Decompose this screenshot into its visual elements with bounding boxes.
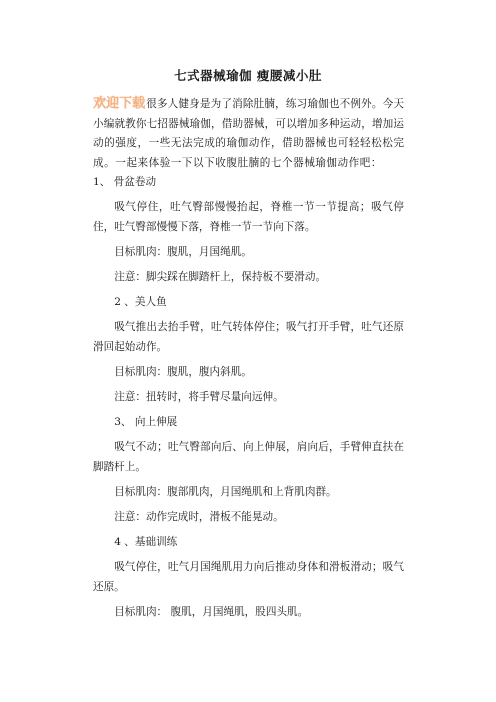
paragraph: 目标肌肉：腹部肌肉，月国绳肌和上背肌肉群。 <box>114 486 337 499</box>
paragraph: 注意：扭转时，将手臂尽量向远伸。 <box>114 391 284 404</box>
paragraph: 目标肌肉：腹肌，月国绳肌。 <box>114 246 252 259</box>
intro-paragraph <box>93 94 404 193</box>
paragraph: 目标肌肉：腹肌，腹内斜肌。 <box>114 366 252 379</box>
paragraph: 吸气停住，吐气臀部慢慢抬起，脊椎一节一节提高；吸气停住，吐气臀部慢慢下落，脊椎一节一节向下落。 <box>93 201 404 234</box>
paragraph: 注意：脚尖踩在脚踏杆上，保持板不要滑动。 <box>114 271 327 284</box>
article-body <box>93 94 404 628</box>
welcome-watermark: 欢迎下载 <box>93 96 146 111</box>
intro-text: 很多人健身是为了消除肚腩，练习瑜伽也不例外。今天小编就教你七招器械瑜伽，借助器械，可以增加多种运动，增加运动的强度，一些无法完成的瑜伽动作，借助器械也可轻轻松松完成。一起来体验一下以下收腹肚腩的七个器械瑜伽动作吧： <box>93 98 404 169</box>
section-heading-1: 1、 骨盆卷动 <box>93 176 157 189</box>
paragraph: 注意：动作完成时，滑板不能晃动。 <box>114 511 284 524</box>
paragraph: 目标肌肉： 腹肌，月国绳肌，股四头肌。 <box>114 606 309 619</box>
page-title: 七式器械瑜伽 瘦腰减小肚 <box>174 68 322 83</box>
paragraph: 吸气不动；吐气臀部向后、向上伸展，肩向后，手臂伸直扶在脚踏杆上。 <box>93 441 404 473</box>
paragraph: 吸气推出去抬手臂，吐气转体停住；吸气打开手臂，吐气还原滑回起始动作。 <box>93 321 404 354</box>
section-heading-4: 4 、基础训练 <box>114 536 178 549</box>
paragraph: 吸气停住，吐气月国绳肌用力向后推动身体和滑板滑动；吸气还原。 <box>93 561 404 593</box>
section-heading-3: 3、 向上伸展 <box>114 416 178 429</box>
section-heading-2: 2 、美人鱼 <box>114 296 167 309</box>
